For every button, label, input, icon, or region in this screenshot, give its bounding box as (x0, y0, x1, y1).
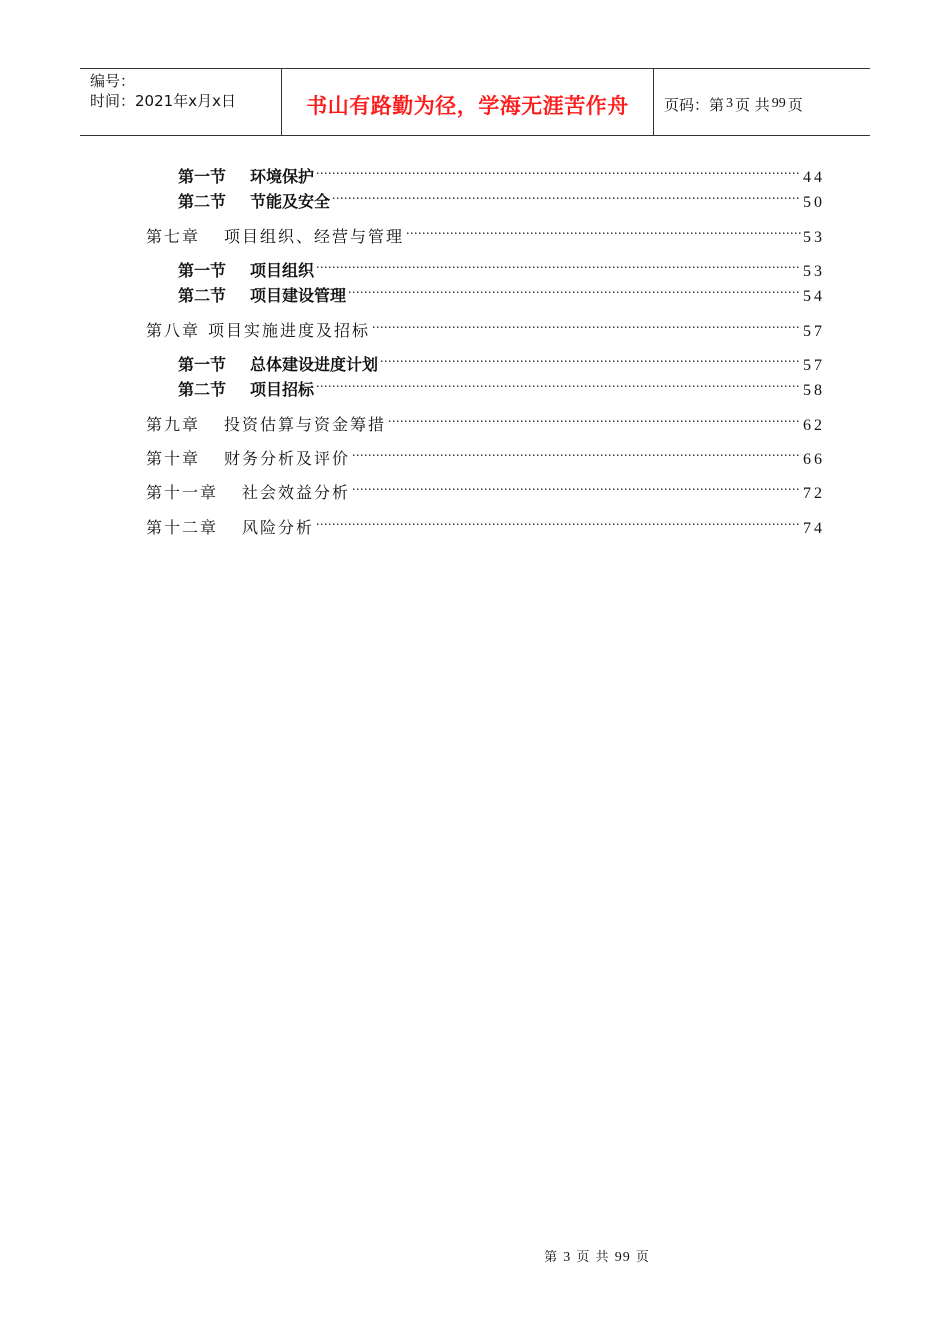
toc-entry-title: 项目招标 (250, 380, 315, 399)
footer-prefix: 第 (544, 1250, 559, 1265)
toc-entry-num: 第九章 (146, 415, 201, 434)
toc-entry-page: 57 (803, 323, 825, 340)
toc-entry-num: 第二节 (178, 286, 227, 305)
toc-entry-page: 58 (803, 382, 825, 399)
toc-leader-dots (388, 408, 801, 430)
toc-entry-page: 53 (803, 263, 825, 280)
toc-entry-num: 第八章 (146, 321, 201, 340)
toc-entry[interactable] (178, 279, 825, 305)
toc-entry[interactable] (146, 442, 825, 468)
time-value: 2021年x月x日 (135, 92, 236, 110)
toc-entry-page: 74 (803, 520, 825, 537)
toc-entry-page: 66 (803, 451, 825, 468)
toc-entry-num: 第十二章 (146, 518, 219, 537)
toc-leader-dots (372, 314, 801, 336)
toc-entry[interactable] (146, 314, 825, 340)
page-suffix: 页 (787, 95, 803, 114)
toc-entry-num: 第一节 (178, 167, 227, 186)
toc-entry[interactable] (146, 511, 825, 537)
toc-entry-title: 项目组织 (250, 261, 315, 280)
header-info (80, 69, 282, 135)
toc-entry[interactable] (178, 254, 825, 280)
toc-entry-title: 环境保护 (250, 167, 315, 186)
toc-leader-dots (352, 442, 801, 464)
toc-entry-title: 风险分析 (242, 518, 315, 537)
toc-leader-dots (332, 185, 801, 207)
toc-entry-page: 44 (803, 169, 825, 186)
toc-entry-title: 节能及安全 (250, 192, 331, 211)
toc-leader-dots (316, 254, 801, 276)
page-label: 页码：第 (664, 95, 725, 114)
toc-entry-title: 总体建设进度计划 (250, 355, 379, 374)
toc-entry-page: 53 (803, 229, 825, 246)
toc-entry-page: 62 (803, 417, 825, 434)
toc-entry-title: 社会效益分析 (242, 483, 351, 502)
toc-entry[interactable] (178, 185, 825, 211)
serial-label: 编号： (90, 72, 136, 90)
toc-entry-num: 第二节 (178, 380, 227, 399)
header-motto-cell (282, 69, 654, 135)
toc-entry-num: 第十章 (146, 449, 201, 468)
page-mid: 页 共 (735, 95, 770, 114)
toc-leader-dots (406, 220, 801, 242)
toc-leader-dots (316, 373, 801, 395)
toc-leader-dots (348, 279, 801, 301)
footer-total-pages: 99 (614, 1250, 631, 1265)
toc-leader-dots (380, 348, 801, 370)
toc-entry-page: 50 (803, 194, 825, 211)
toc-entry-title: 投资估算与资金筹措 (224, 415, 387, 434)
toc-entry-page: 54 (803, 288, 825, 305)
toc-entry-title: 项目建设管理 (250, 286, 347, 305)
footer-mid: 页 共 (576, 1250, 610, 1265)
page-header (80, 68, 870, 136)
toc-entry-num: 第二节 (178, 192, 227, 211)
toc-entry-num: 第十一章 (146, 483, 219, 502)
toc-entry-num: 第七章 (146, 227, 201, 246)
time-label: 时间： (90, 92, 136, 110)
page-total: 99 (771, 96, 786, 111)
toc-entry[interactable] (178, 373, 825, 399)
toc-leader-dots (352, 476, 801, 498)
header-page-info (654, 69, 870, 135)
toc-entry-page: 72 (803, 485, 825, 502)
toc-entry-title: 财务分析及评价 (224, 449, 351, 468)
toc-entry[interactable] (146, 408, 825, 434)
toc-leader-dots (316, 160, 801, 182)
toc-entry-title: 项目组织、经营与管理 (224, 227, 405, 246)
toc-entry-num: 第一节 (178, 261, 227, 280)
toc-entry[interactable] (146, 220, 825, 246)
toc-leader-dots (316, 511, 801, 533)
toc-entry[interactable] (178, 348, 825, 374)
footer-suffix: 页 (635, 1250, 650, 1265)
toc-entry-page: 57 (803, 357, 825, 374)
toc-entry-num: 第一节 (178, 355, 227, 374)
header-motto: 书山有路勤为径，学海无涯苦作舟 (306, 94, 629, 118)
toc-entry[interactable] (146, 476, 825, 502)
toc-entry[interactable] (178, 160, 825, 186)
footer-current-page: 3 (563, 1250, 572, 1265)
page-current: 3 (726, 96, 734, 111)
page-footer (0, 1246, 950, 1266)
time-line (90, 91, 281, 111)
toc-entry-title: 项目实施进度及招标 (208, 321, 371, 340)
